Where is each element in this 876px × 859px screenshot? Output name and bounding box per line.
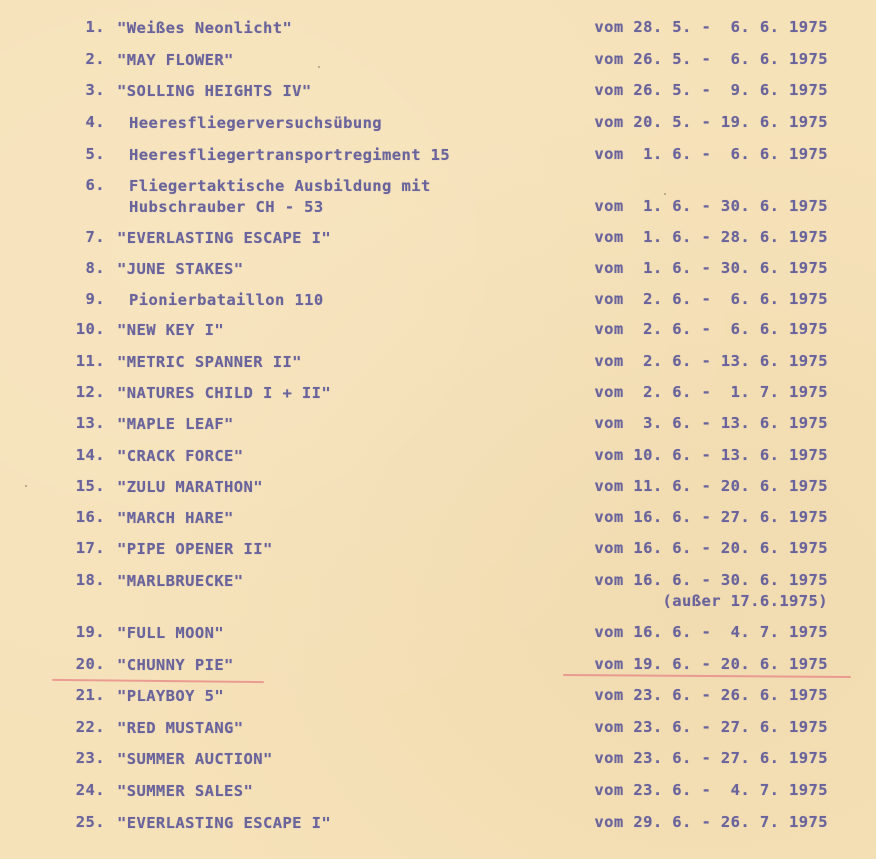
item-date-range: vom 16. 6. - 30. 6. 1975 — [594, 571, 828, 589]
list-item — [0, 414, 876, 444]
list-item — [0, 446, 876, 476]
item-title: "NEW KEY I" — [117, 321, 225, 339]
item-date-range: vom 29. 6. - 26. 7. 1975 — [594, 813, 828, 831]
item-title: "FULL MOON" — [117, 624, 225, 642]
item-number: 6. — [85, 176, 105, 194]
item-date-range: vom 16. 6. - 4. 7. 1975 — [594, 623, 828, 641]
item-date-range: vom 1. 6. - 30. 6. 1975 — [594, 259, 828, 277]
list-item — [0, 477, 876, 507]
list-item — [0, 571, 876, 610]
list-item — [0, 259, 876, 289]
item-title: "MARCH HARE" — [117, 509, 234, 527]
item-number: 21. — [75, 686, 105, 704]
list-item — [0, 813, 876, 843]
item-number: 12. — [75, 383, 105, 401]
list-item — [0, 686, 876, 716]
list-item — [0, 320, 876, 350]
item-date-range: vom 19. 6. - 20. 6. 1975 — [594, 655, 828, 673]
list-item — [0, 145, 876, 175]
item-title: "JUNE STAKES" — [117, 260, 244, 278]
item-number: 19. — [75, 623, 105, 641]
item-number: 18. — [75, 571, 105, 589]
item-title: "EVERLASTING ESCAPE I" — [117, 229, 332, 247]
item-number: 7. — [85, 228, 105, 246]
item-date-range: vom 2. 6. - 6. 6. 1975 — [594, 290, 828, 308]
list-item — [0, 781, 876, 811]
item-title: "NATURES CHILD I + II" — [117, 384, 332, 402]
item-date-range: vom 16. 6. - 20. 6. 1975 — [594, 539, 828, 557]
item-date-range: vom 26. 5. - 6. 6. 1975 — [594, 50, 828, 68]
item-title: Pionierbataillon 110 — [129, 291, 324, 309]
item-number: 25. — [75, 813, 105, 831]
item-title: "RED MUSTANG" — [117, 719, 244, 737]
item-date-range: vom 2. 6. - 6. 6. 1975 — [594, 320, 828, 338]
list-item — [0, 508, 876, 538]
list-item — [0, 539, 876, 569]
item-date-range: vom 1. 6. - 6. 6. 1975 — [594, 145, 828, 163]
item-title: "METRIC SPANNER II" — [117, 353, 302, 371]
item-date-range: vom 1. 6. - 28. 6. 1975 — [594, 228, 828, 246]
item-number: 1. — [85, 18, 105, 36]
item-number: 10. — [75, 320, 105, 338]
item-number: 24. — [75, 781, 105, 799]
item-number: 20. — [75, 655, 105, 673]
item-date-range: vom 23. 6. - 26. 6. 1975 — [594, 686, 828, 704]
item-date-range: vom 23. 6. - 4. 7. 1975 — [594, 781, 828, 799]
list-item — [0, 81, 876, 111]
item-date-range: vom 2. 6. - 1. 7. 1975 — [594, 383, 828, 401]
item-title: "CRACK FORCE" — [117, 447, 244, 465]
paper-speck — [318, 66, 320, 68]
item-date-range: vom 1. 6. - 30. 6. 1975 — [594, 197, 828, 215]
item-title: Heeresfliegerversuchsübung — [129, 114, 383, 132]
item-number: 15. — [75, 477, 105, 495]
list-item — [0, 718, 876, 748]
item-title: "MAPLE LEAF" — [117, 415, 234, 433]
item-title: "MAY FLOWER" — [117, 51, 234, 69]
list-item — [0, 176, 876, 216]
item-date-range: vom 3. 6. - 13. 6. 1975 — [594, 414, 828, 432]
item-date-range: vom 2. 6. - 13. 6. 1975 — [594, 352, 828, 370]
item-title: Fliegertaktische Ausbildung mit Hubschrauber CH - 53 — [129, 177, 431, 216]
item-title: "MARLBRUECKE" — [117, 572, 244, 590]
item-title: "EVERLASTING ESCAPE I" — [117, 814, 332, 832]
list-item — [0, 352, 876, 382]
item-number: 2. — [85, 50, 105, 68]
list-item — [0, 383, 876, 413]
list-item — [0, 290, 876, 320]
item-title: "SUMMER AUCTION" — [117, 750, 273, 768]
item-date-range: vom 23. 6. - 27. 6. 1975 — [594, 749, 828, 767]
item-date-range: vom 20. 5. - 19. 6. 1975 — [594, 113, 828, 131]
list-item — [0, 749, 876, 779]
item-number: 9. — [85, 290, 105, 308]
list-item — [0, 623, 876, 653]
item-date-range: vom 11. 6. - 20. 6. 1975 — [594, 477, 828, 495]
item-note: (außer 17.6.1975) — [662, 592, 828, 610]
list-item — [0, 113, 876, 143]
item-number: 14. — [75, 446, 105, 464]
item-number: 5. — [85, 145, 105, 163]
item-number: 16. — [75, 508, 105, 526]
item-title: "Weißes Neonlicht" — [117, 19, 293, 37]
item-number: 11. — [75, 352, 105, 370]
item-date-range: vom 10. 6. - 13. 6. 1975 — [594, 446, 828, 464]
item-date-range: vom 28. 5. - 6. 6. 1975 — [594, 18, 828, 36]
list-item — [0, 18, 876, 48]
list-item — [0, 228, 876, 258]
item-number: 8. — [85, 259, 105, 277]
item-date-range: vom 26. 5. - 9. 6. 1975 — [594, 81, 828, 99]
item-number: 22. — [75, 718, 105, 736]
item-title: "SOLLING HEIGHTS IV" — [117, 82, 312, 100]
item-title: "SUMMER SALES" — [117, 782, 254, 800]
item-title: "PIPE OPENER II" — [117, 540, 273, 558]
paper-speck — [25, 485, 27, 487]
item-number: 23. — [75, 749, 105, 767]
item-title: "ZULU MARATHON" — [117, 478, 263, 496]
item-title: "CHUNNY PIE" — [117, 656, 234, 674]
item-number: 13. — [75, 414, 105, 432]
item-date-range: vom 23. 6. - 27. 6. 1975 — [594, 718, 828, 736]
item-number: 17. — [75, 539, 105, 557]
item-number: 4. — [85, 113, 105, 131]
item-title: "PLAYBOY 5" — [117, 687, 225, 705]
item-date-range: vom 16. 6. - 27. 6. 1975 — [594, 508, 828, 526]
list-item — [0, 50, 876, 80]
paper-speck — [664, 193, 666, 195]
item-number: 3. — [85, 81, 105, 99]
item-title: Heeresfliegertransportregiment 15 — [129, 146, 451, 164]
